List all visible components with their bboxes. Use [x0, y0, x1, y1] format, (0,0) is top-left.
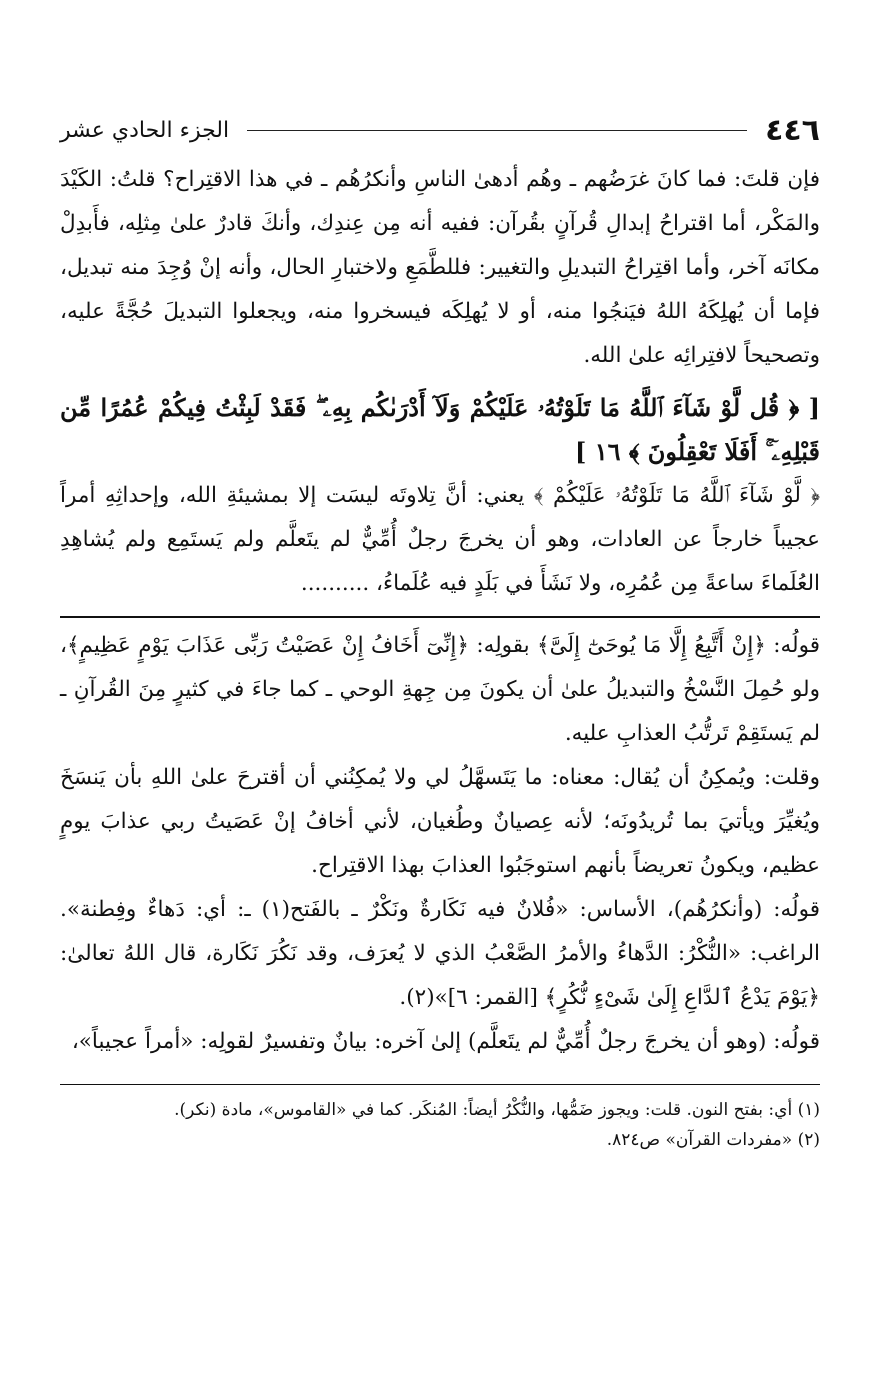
- main-paragraph-1: فإن قلتَ: فما كانَ غرَضُهم ـ وهُم أدهىٰ الناسِ وأنكرُهُم ـ في هذا الاقتِراح؟ قلتُ: الكَيْدَ والمَكْر، أما اقتراحُ إبدالِ قُرآنٍ بقُرآن: ففيه أنه مِن عِندِك، وأنكَ قادرٌ علىٰ مِثلِه، فأَبدِلْ مكانَه آخر، وأما اقتِراحُ التبديلِ والتغيير: فللطَّمَعِ ولاختبارِ الحال، وأنه إنْ وُجِدَ منه تبديل، فإما أن يُهلِكَهُ اللهُ فيَنجُوا منه، أو لا يُهلِكَه فيسخروا منه، ويجعلوا التبديلَ حُجَّةً عليه، وتصحيحاً لافتِرائِه علىٰ الله.: [60, 167, 820, 368]
- book-page: [60, 110, 820, 1155]
- page-header: [60, 110, 820, 150]
- commentary-paragraph-2: وقلت: ويُمكِنُ أن يُقال: معناه: ما يَتَسهَّلُ لي ولا يُمكِنُني أن أقترحَ علىٰ اللهِ بأن يَنسَخَ ويُغيِّرَ ويأتيَ بما تُريدُونَه؛ لأنه عِصيانٌ وطُغيان، لأني أخافُ إنْ عَصَيتُ ربي عذابَ يومٍ عظيم، ويكونُ تعريضاً بأنهم استوجَبُوا العذابَ بهذا الاقتِراح.: [60, 765, 820, 878]
- footnote-1: (١) أي: بفتح النون. قلت: ويجوز ضَمُّها، والنُّكْرُ أيضاً: المُنكَر. كما في «القاموس»، مادة (نكر).: [174, 1100, 820, 1120]
- commentary-paragraph-1: قولُه: ﴿إِنْ أَتَّبِعُ إِلَّا مَا يُوحَىٰٓ إِلَىَّ﴾ بقولِه: ﴿إِنِّىٓ أَخَافُ إِنْ عَصَيْتُ رَبِّى عَذَابَ يَوْمٍ عَظِيمٍ﴾، ولو حُمِلَ النَّسْخُ والتبديلُ علىٰ أن يكونَ مِن جِهةِ الوحي ـ كما جاءَ في كثيرٍ مِنَ القُرآنِ ـ لم يَستَقِمْ تَرتُّبُ العذابِ عليه.: [60, 633, 820, 746]
- footnote-2: (٢) «مفردات القرآن» ص٨٢٤.: [606, 1130, 820, 1150]
- footnote-separator: [60, 1084, 820, 1085]
- quran-verse: [ ﴿ قُل لَّوْ شَآءَ ٱللَّهُ مَا تَلَوْتُهُۥ عَلَيْكُمْ وَلَآ أَدْرَىٰكُم بِهِۦ ۖ فَقَدْ لَبِثْتُ فِيكُمْ عُمُرًا مِّن قَبْلِهِۦٓ ۚ أَفَلَا تَعْقِلُونَ ﴾ ١٦ ]: [60, 393, 820, 466]
- header-rule: [247, 130, 747, 131]
- commentary-separator: [60, 616, 820, 618]
- page-number: ٤٤٦: [765, 112, 820, 148]
- commentary-paragraph-4: قولُه: (وهو أن يخرجَ رجلٌ أُمِّيٌّ لم يتَعلَّم) إلىٰ آخره: بيانٌ وتفسيرٌ لقولِه: «أمراً عجيباً»،: [71, 1029, 820, 1054]
- commentary-paragraph-3: قولُه: (وأنكرُهُم)، الأساس: «فُلانٌ فيه نَكَارةٌ ونَكْرٌ ـ بالفَتح(١) ـ: أي: دَهاءٌ وفِطنة». الراغب: «النُّكْرُ: الدَّهاءُ والأمرُ الصَّعْبُ الذي لا يُعرَف، وقد نَكُرَ نَكَارة، قال اللهُ تعالىٰ: ﴿يَوْمَ يَدْعُ ٱلدَّاعِ إِلَىٰ شَىْءٍ نُّكُرٍ﴾ [القمر: ٦]»(٢).: [60, 897, 820, 1010]
- volume-title: الجزء الحادي عشر: [60, 117, 230, 143]
- main-paragraph-2: ﴿ لَّوْ شَآءَ ٱللَّهُ مَا تَلَوْتُهُۥ عَلَيْكُمْ ﴾ يعني: أنَّ تِلاوتَه ليسَت إلا بمشيئةِ الله، وإحداثِهِ أمراً عجيباً خارجاً عن العادات، وهو أن يخرجَ رجلٌ أُمِّيٌّ لم يتَعلَّم ولم يَستَمِع ولم يُشاهِدِ العُلَماءَ ساعةً مِن عُمُرِه، ولا نَشَأَ في بَلَدٍ فيه عُلَماءُ، ..........: [60, 483, 820, 596]
